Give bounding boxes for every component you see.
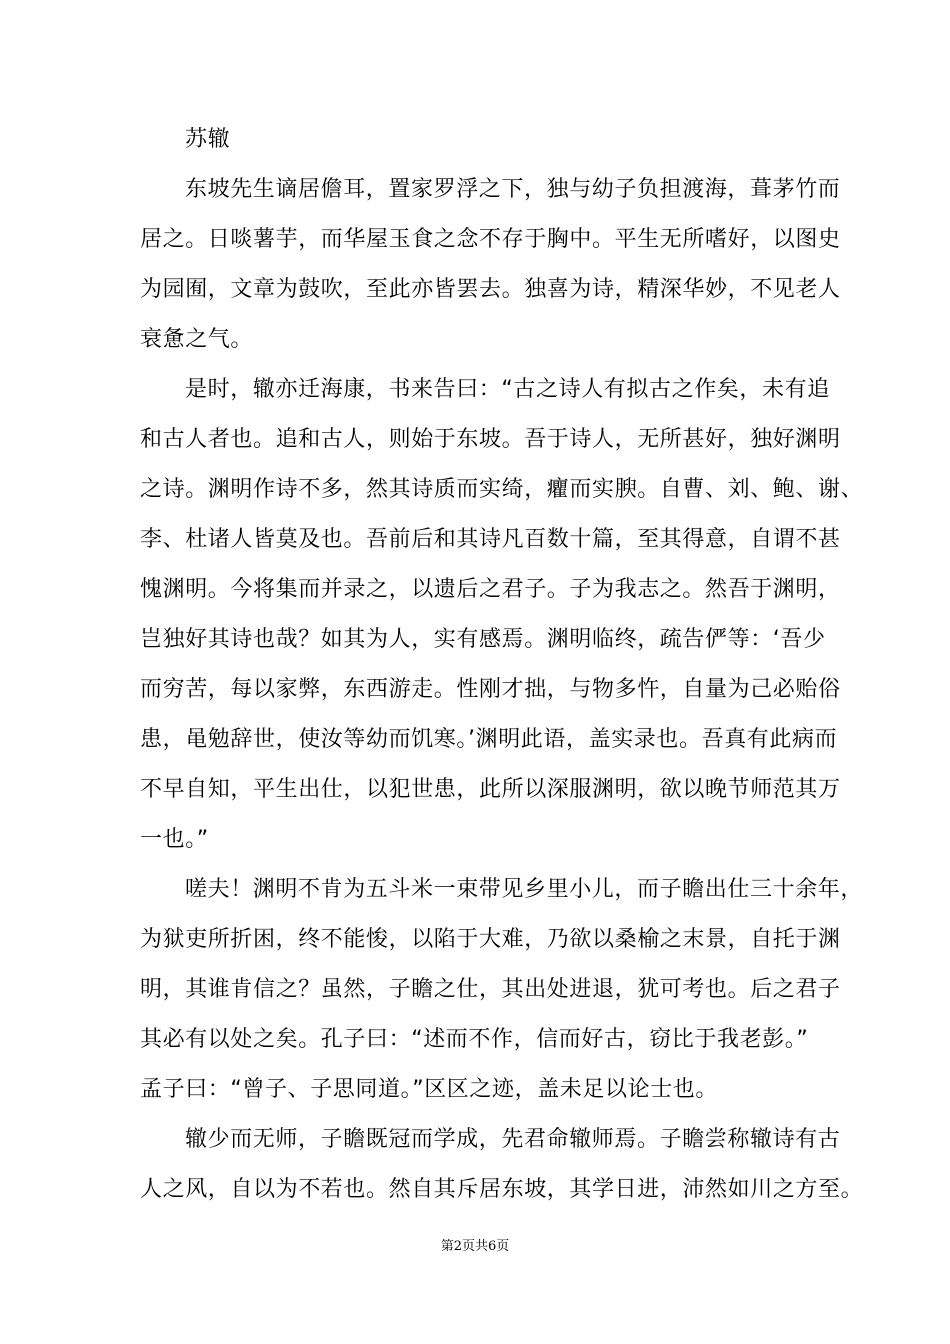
text-line: 之诗。渊明作诗不多，然其诗质而实绮，癯而实腴。自曹、刘、鲍、谢、: [140, 477, 864, 502]
text-line: 患，黾勉辞世，使汝等幼而饥寒。’渊明此语，盖实录也。吾真有此病而: [140, 727, 838, 752]
text-line: 和古人者也。追和古人，则始于东坡。吾于诗人，无所甚好，独好渊明: [140, 427, 841, 452]
text-line: 为狱吏所折困，终不能悛，以陷于大难，乃欲以桑榆之末景，自托于渊: [140, 927, 841, 952]
text-line: 愧渊明。今将集而并录之，以遗后之君子。子为我志之。然吾于渊明，: [140, 577, 841, 602]
text-line: 明，其谁肯信之？虽然，子瞻之仕，其出处进退，犹可考也。后之君子: [140, 977, 841, 1002]
text-line: 孟子曰：“曾子、子思同道。”区区之迹，盖未足以论士也。: [140, 1077, 718, 1102]
page-number: 第2页共6页: [440, 1239, 510, 1254]
text-line: 嗟夫！渊明不肯为五斗米一束带见乡里小儿，而子瞻出仕三十余年，: [185, 877, 864, 902]
text-line: 李、杜诸人皆莫及也。吾前后和其诗凡百数十篇，至其得意，自谓不甚: [140, 527, 841, 552]
text-line: 为园囿，文章为鼓吹，至此亦皆罢去。独喜为诗，精深华妙，不见老人: [140, 277, 841, 302]
text-line: 东坡先生谪居儋耳，置家罗浮之下，独与幼子负担渡海，葺茅竹而: [185, 177, 841, 202]
author-name: 苏辙: [185, 127, 231, 152]
text-line: 是时，辙亦迁海康，书来告曰：“古之诗人有拟古之作矣，未有追: [185, 377, 830, 402]
text-line: 辙少而无师，子瞻既冠而学成，先君命辙师焉。子瞻尝称辙诗有古: [185, 1127, 841, 1152]
text-line: 衰惫之气。: [140, 327, 254, 352]
text-line: 不早自知，平生出仕，以犯世患，此所以深服渊明，欲以晚节师范其万: [140, 777, 841, 802]
text-line: 一也。”: [140, 827, 209, 852]
text-line: 岂独好其诗也哉？如其为人，实有感焉。渊明临终，疏告俨等：‘吾少: [140, 627, 826, 652]
text-line: 居之。日啖薯芋，而华屋玉食之念不存于胸中。平生无所嗜好，以图史: [140, 227, 841, 252]
text-line: 其必有以处之矣。孔子曰：“述而不作，信而好古，窃比于我老彭。”: [140, 1027, 809, 1052]
text-line: 而穷苦，每以家弊，东西游走。性刚才拙，与物多忤，自量为己必贻俗: [140, 677, 841, 702]
text-line: 人之风，自以为不若也。然自其斥居东坡，其学日进，沛然如川之方至。: [140, 1177, 864, 1202]
